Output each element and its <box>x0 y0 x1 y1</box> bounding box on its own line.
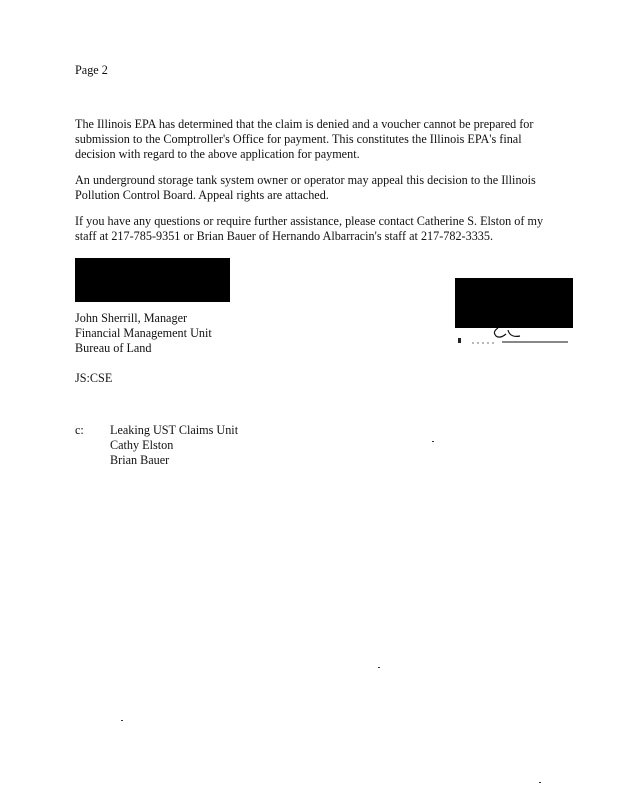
paragraph-contact <box>75 214 555 244</box>
paragraph-line: staff at 217-785-9351 or Brian Bauer of Hernando Albarracin's staff at 217-782-3335. <box>75 229 494 243</box>
cc-recipient: Brian Bauer <box>110 453 170 467</box>
signer-name-title: John Sherrill, Manager <box>75 311 188 325</box>
cc-recipient: Cathy Elston <box>110 438 174 452</box>
scan-speck <box>378 667 380 668</box>
cc-recipient: Leaking UST Claims Unit <box>110 423 239 437</box>
redacted-signature <box>75 258 230 302</box>
paragraph-line: Pollution Control Board. Appeal rights are attached. <box>75 188 329 202</box>
signer-unit: Financial Management Unit <box>75 326 212 340</box>
cc-label: c: <box>75 423 84 437</box>
redacted-block-right <box>455 278 573 328</box>
paragraph-line: submission to the Comptroller's Office for payment. This constitutes the Illinois EPA's final <box>75 132 522 146</box>
scan-speck <box>121 720 123 721</box>
paragraph-appeal <box>75 173 555 203</box>
signature-block <box>75 311 212 356</box>
page-label: Page 2 <box>75 63 108 77</box>
paragraph-line: The Illinois EPA has determined that the claim is denied and a voucher cannot be prepared for <box>75 117 534 131</box>
paragraph-line: If you have any questions or require further assistance, please contact Catherine S. Elston of my <box>75 214 544 228</box>
paragraph-line: decision with regard to the above application for payment. <box>75 147 360 161</box>
paragraph-line: An underground storage tank system owner or operator may appeal this decision to the Illinois <box>75 173 536 187</box>
paragraph-determination <box>75 117 555 162</box>
typist-initials: JS:CSE <box>75 371 113 385</box>
cc-list <box>110 423 238 468</box>
signer-bureau: Bureau of Land <box>75 341 152 355</box>
scan-speck <box>539 782 541 783</box>
signature-scribble <box>450 326 580 348</box>
scan-speck <box>432 441 434 442</box>
